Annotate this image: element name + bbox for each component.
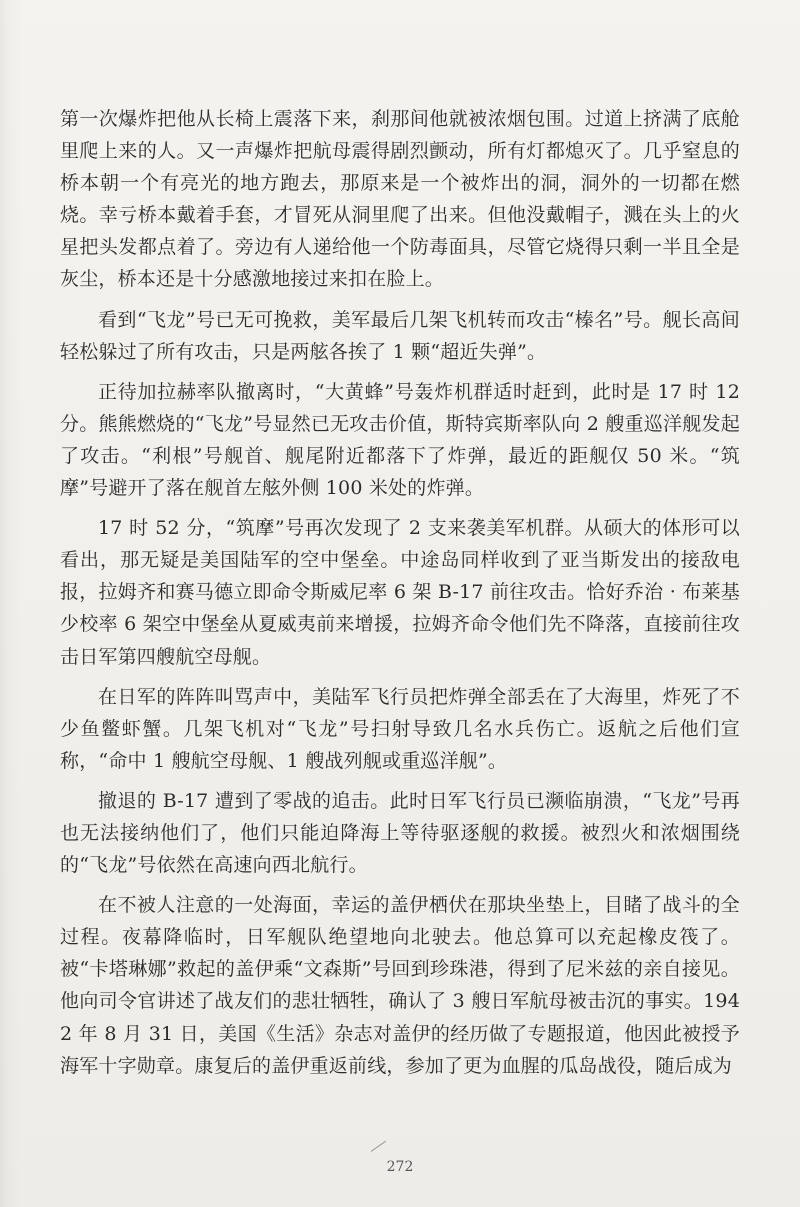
paragraph-4: 17 时 52 分，“筑摩”号再次发现了 2 支来袭美军机群。从硕大的体形可以看出，那无疑是美国陆军的空中堡垒。中途岛同样收到了亚当斯发出的接敌电报，拉姆齐和赛马德立即命令斯威尼率 6 架 B-17 前往攻击。恰好乔治 · 布莱基少校率 6 架空中堡垒从夏威夷前来增援，拉姆齐命令他们先不降落，直接前往攻击日军第四艘航空母舰。: [60, 517, 740, 668]
paragraph-6: 撤退的 B-17 遭到了零战的追击。此时日军飞行员已濒临崩溃，“飞龙”号再也无法接纳他们了，他们只能迫降海上等待驱逐舰的救援。被烈火和浓烟围绕的“飞龙”号依然在高速向西北航行。: [60, 789, 740, 877]
page-number: 272: [373, 1159, 427, 1175]
paragraph-2: 看到“飞龙”号已无可挽救，美军最后几架飞机转而攻击“榛名”号。舰长高间轻松躲过了所有攻击，只是两舷各挨了 1 颗“超近失弹”。: [60, 308, 740, 363]
paragraph-7: 在不被人注意的一处海面，幸运的盖伊栖伏在那块坐垫上，目睹了战斗的全过程。夜幕降临时，日军舰队绝望地向北驶去。他总算可以充起橡皮筏了。被“卡塔琳娜”救起的盖伊乘“文森斯”号回到珍珠港，得到了尼米兹的亲自接见。他向司令官讲述了战友们的悲壮牺牲，确认了 3 艘日军航母被击沉的事实。1942 年 8 月 31 日，美国《生活》杂志对盖伊的经历做了专题报道，他因此被授予海军十字勋章。康复后的盖伊重返前线，参加了更为血腥的瓜岛战役，随后成为: [60, 894, 740, 1077]
page-text: [60, 103, 740, 1090]
paragraph-3: 正待加拉赫率队撤离时，“大黄蜂”号轰炸机群适时赶到，此时是 17 时 12 分。熊熊燃烧的“飞龙”号显然已无攻击价值，斯特宾斯率队向 2 艘重巡洋舰发起了攻击。“利根”号舰首、舰尾附近都落下了炸弹，最近的距舰仅 50 米。“筑摩”号避开了落在舰首左舷外侧 100 米处的炸弹。: [60, 380, 740, 500]
paragraph-1: 第一次爆炸把他从长椅上震落下来，刹那间他就被浓烟包围。过道上挤满了底舱里爬上来的人。又一声爆炸把航母震得剧烈颤动，所有灯都熄灭了。几乎窒息的桥本朝一个有亮光的地方跑去，那原来是一个被炸出的洞，洞外的一切都在燃烧。幸亏桥本戴着手套，才冒死从洞里爬了出来。但他没戴帽子，溅在头上的火星把头发都点着了。旁边有人递给他一个防毒面具，尽管它烧得只剩一半且全是灰尘，桥本还是十分感激地接过来扣在脸上。: [60, 108, 740, 291]
paragraph-5: 在日军的阵阵叫骂声中，美陆军飞行员把炸弹全部丢在了大海里，炸死了不少鱼鳖虾蟹。几架飞机对“飞龙”号扫射导致几名水兵伤亡。返航之后他们宣称，“命中 1 艘航空母舰、1 艘战列舰或重巡洋舰”。: [60, 685, 740, 772]
